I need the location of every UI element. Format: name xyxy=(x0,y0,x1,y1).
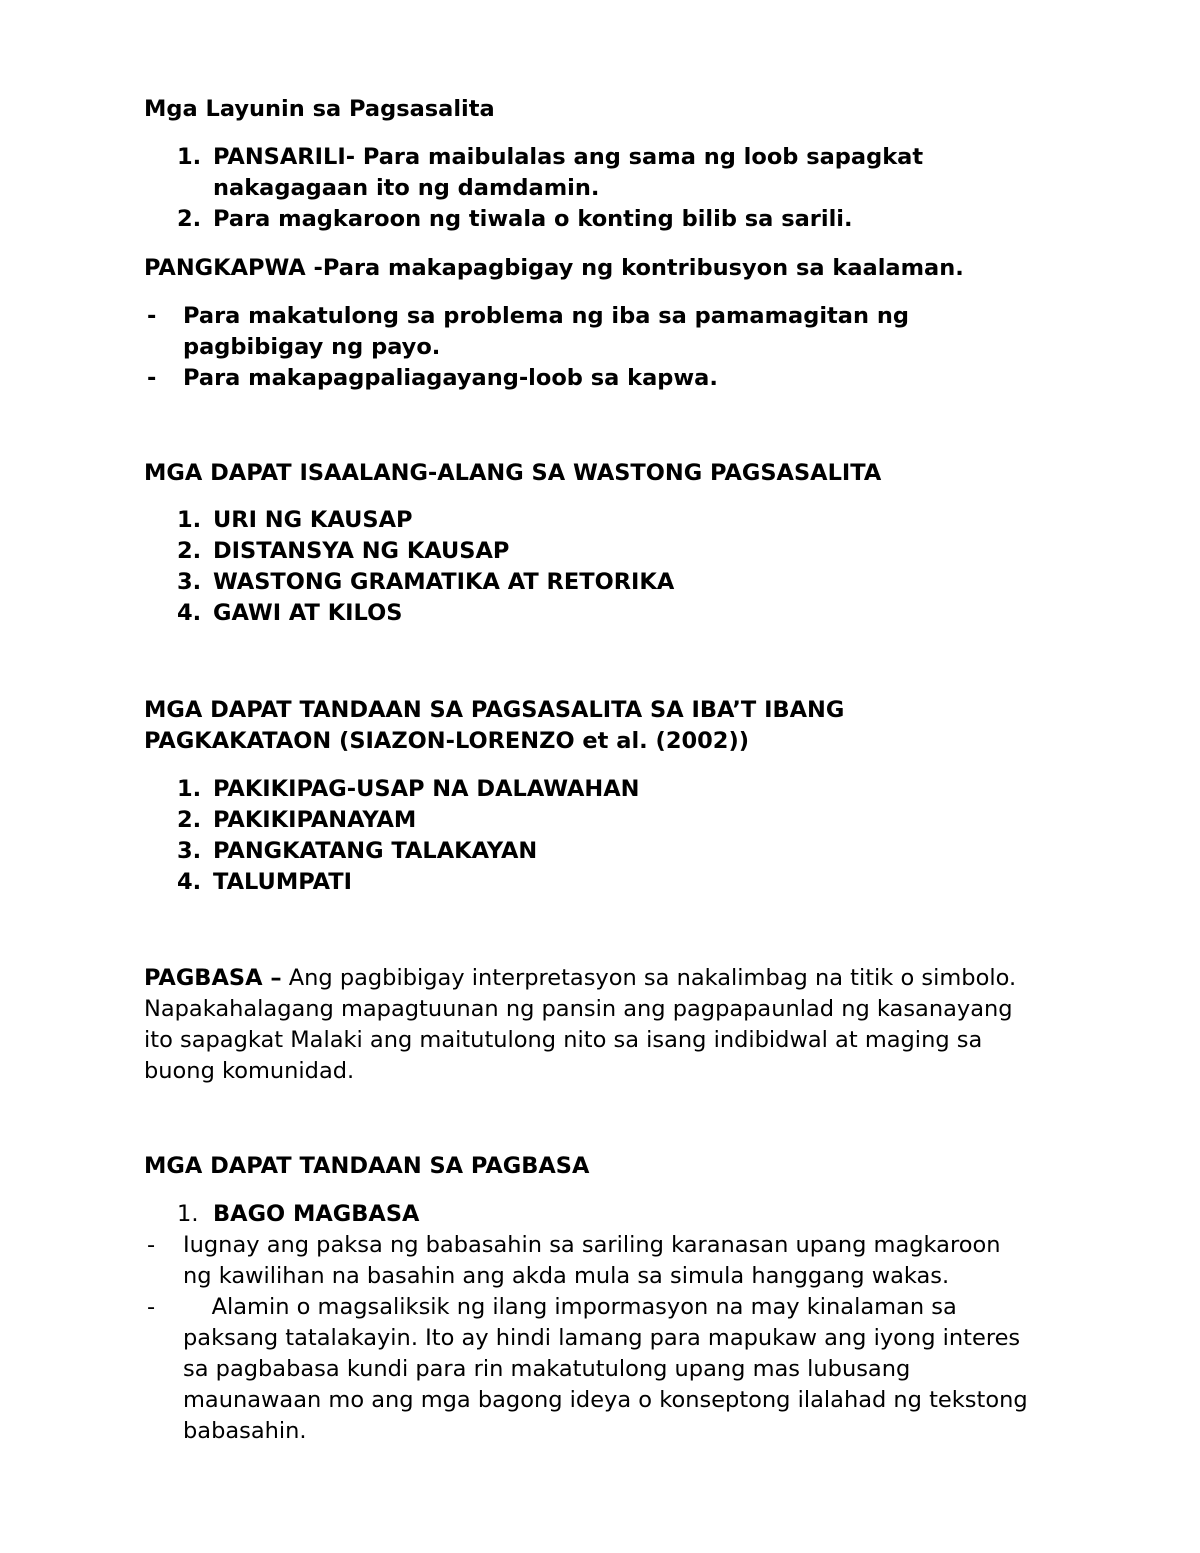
list-item xyxy=(144,867,1074,898)
bullet-item-continuation xyxy=(144,332,1074,363)
list-number: 4. xyxy=(177,600,202,626)
dash-bullet: - xyxy=(147,303,157,329)
dash-bullet: - xyxy=(147,1232,156,1258)
section-heading-iba-t-ibang-pagkakataon xyxy=(144,695,1074,757)
list-number: 3. xyxy=(177,838,202,864)
list-item xyxy=(144,598,1074,629)
sub-heading-text: BAGO MAGBASA xyxy=(213,1201,420,1227)
heading-text: MGA DAPAT TANDAAN SA PAGSASALITA SA IBA’T IBANG xyxy=(144,697,845,723)
list-number: 2. xyxy=(177,206,202,232)
list-number: 1. xyxy=(177,1201,199,1227)
bullet-item-text: paksang tatalakayin. Ito ay hindi lamang para mapukaw ang iyong interes xyxy=(183,1325,1021,1351)
list-item-text: URI NG KAUSAP xyxy=(213,507,413,533)
list-number: 4. xyxy=(177,869,202,895)
list-item-text: PANGKATANG TALAKAYAN xyxy=(213,838,538,864)
list-item-text: Para magkaroon ng tiwala o konting bilib sa sarili. xyxy=(213,206,853,232)
bullet-item-continuation xyxy=(144,1385,1074,1416)
bullet-item-text: Para makapagpaliagayang-loob sa kapwa. xyxy=(183,365,718,391)
heading-text: MGA DAPAT ISAALANG-ALANG SA WASTONG PAGSASALITA xyxy=(144,460,882,486)
paragraph-line: Napakahalagang mapagtuunan ng pansin ang pagpapaunlad ng kasanayang xyxy=(144,996,1013,1022)
list-item-text: TALUMPATI xyxy=(213,869,353,895)
pagkakataon-list xyxy=(144,774,1074,898)
list-item xyxy=(144,567,1074,598)
layunin-list xyxy=(144,142,1074,235)
list-item-text: DISTANSYA NG KAUSAP xyxy=(213,538,510,564)
list-number: 2. xyxy=(177,807,202,833)
list-number: 3. xyxy=(177,569,202,595)
list-item xyxy=(144,505,1074,536)
pangkapwa-list xyxy=(144,301,1074,394)
heading-text: PANGKAPWA -Para makapagbigay ng kontribusyon sa kaalaman. xyxy=(144,255,964,281)
section-heading-pangkapwa xyxy=(144,253,1074,284)
list-item xyxy=(144,142,1074,173)
list-number: 1. xyxy=(177,507,202,533)
paragraph-line xyxy=(144,963,1074,994)
paragraph-line: buong komunidad. xyxy=(144,1058,355,1084)
bullet-item xyxy=(144,301,1074,332)
bullet-item-continuation xyxy=(144,1416,1074,1447)
bullet-item-text: Alamin o magsaliksik ng ilang impormasyon na may kinalaman sa xyxy=(183,1294,957,1320)
list-item xyxy=(144,204,1074,235)
list-item xyxy=(144,836,1074,867)
bullet-item-text: maunawaan mo ang mga bagong ideya o konseptong ilalahad ng tekstong xyxy=(183,1387,1028,1413)
list-item-text: WASTONG GRAMATIKA AT RETORIKA xyxy=(213,569,675,595)
heading-text: PAGKAKATAON (SIAZON-LORENZO et al. (2002)) xyxy=(144,728,750,754)
bullet-item-continuation xyxy=(144,1323,1074,1354)
sub-heading xyxy=(144,1199,1074,1230)
bullet-item xyxy=(144,1292,1074,1323)
bullet-item-text: pagbibigay ng payo. xyxy=(183,334,441,360)
list-item-text: GAWI AT KILOS xyxy=(213,600,403,626)
section-heading-isaalang-alang xyxy=(144,458,1074,489)
heading-text: MGA DAPAT TANDAAN SA PAGBASA xyxy=(144,1153,590,1179)
bullet-item xyxy=(144,1230,1074,1261)
heading-text: Mga Layunin sa Pagsasalita xyxy=(144,96,495,122)
list-item xyxy=(144,774,1074,805)
list-item-continuation xyxy=(144,173,1074,204)
bullet-item-text: ng kawilihan na basahin ang akda mula sa simula hanggang wakas. xyxy=(183,1263,950,1289)
list-item xyxy=(144,536,1074,567)
list-item-text: nakagagaan ito ng damdamin. xyxy=(213,175,600,201)
dash-bullet: - xyxy=(147,1294,156,1320)
section-heading-pagbasa xyxy=(144,1151,1074,1182)
paragraph-line: ito sapagkat Malaki ang maitutulong nito sa isang indibidwal at maging sa xyxy=(144,1027,983,1053)
pagbasa-term: PAGBASA – xyxy=(144,965,282,991)
bullet-item-continuation xyxy=(144,1261,1074,1292)
list-item-text: PANSARILI- Para maibulalas ang sama ng loob sapagkat xyxy=(213,144,924,170)
bullet-item-text: babasahin. xyxy=(183,1418,307,1444)
bullet-item-text: Iugnay ang paksa ng babasahin sa sariling karanasan upang magkaroon xyxy=(183,1232,1001,1258)
isaalang-alang-list xyxy=(144,505,1074,629)
list-number: 1. xyxy=(177,776,202,802)
list-item xyxy=(144,805,1074,836)
bullet-item-text: Para makatulong sa problema ng iba sa pamamagitan ng xyxy=(183,303,909,329)
list-number: 2. xyxy=(177,538,202,564)
list-number: 1. xyxy=(177,144,202,170)
bullet-item-text: sa pagbabasa kundi para rin makatutulong upang mas lubusang xyxy=(183,1356,911,1382)
section-heading-layunin xyxy=(144,94,1074,125)
list-item-text: PAKIKIPANAYAM xyxy=(213,807,417,833)
bago-magbasa-list xyxy=(144,1199,1074,1447)
bullet-item-continuation xyxy=(144,1354,1074,1385)
bullet-item xyxy=(144,363,1074,394)
list-item-text: PAKIKIPAG-USAP NA DALAWAHAN xyxy=(213,776,640,802)
pagbasa-definition: Ang pagbibigay interpretasyon sa nakalimbag na titik o simbolo. xyxy=(281,965,1017,991)
dash-bullet: - xyxy=(147,365,157,391)
pagbasa-paragraph xyxy=(144,963,1074,1087)
